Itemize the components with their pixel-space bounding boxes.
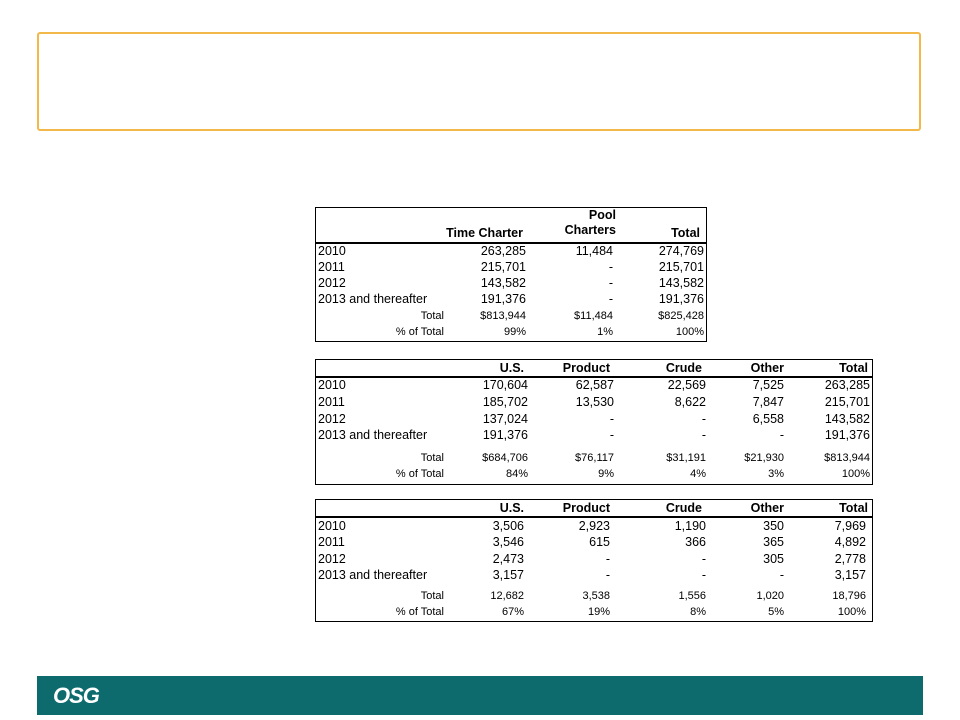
table-row [316, 518, 872, 534]
cell: $813,944 [824, 452, 870, 464]
cell: 615 [589, 535, 610, 549]
cell: 305 [763, 552, 784, 566]
row-label: 2010 [318, 378, 346, 392]
cell: 7,525 [752, 378, 784, 392]
slide-title-box [37, 32, 921, 131]
table-row [316, 567, 872, 583]
row-label: 2011 [318, 395, 345, 409]
footer-bar [37, 676, 923, 715]
cell: 4,892 [834, 535, 866, 549]
row-label: 2013 and thereafter [318, 292, 428, 306]
cell: 1% [597, 326, 613, 338]
cell: 263,285 [480, 244, 526, 258]
row-label: 2010 [318, 519, 346, 533]
cell: 19% [587, 606, 610, 618]
cell: - [701, 412, 706, 426]
cell: - [701, 568, 706, 582]
cell: 215,701 [480, 260, 526, 274]
cell: - [701, 428, 706, 442]
us-header: U.S. [499, 361, 524, 375]
cell: - [608, 292, 613, 306]
cell: 100% [675, 326, 704, 338]
crude-header: Crude [665, 361, 702, 375]
cell: 13,530 [575, 395, 614, 409]
cell: 191,376 [824, 428, 870, 442]
pool-header-top: Pool [588, 208, 616, 222]
cell: - [608, 276, 613, 290]
cell: - [779, 568, 784, 582]
total-row [316, 588, 872, 604]
row-label: 2013 and thereafter [318, 568, 428, 582]
table-row [316, 275, 706, 291]
total-header: Total [839, 501, 868, 515]
cell: 7,969 [834, 519, 866, 533]
cell: 350 [763, 519, 784, 533]
table-row [316, 551, 872, 567]
cell: 191,376 [482, 428, 528, 442]
cell: 2,778 [834, 552, 866, 566]
cell: $825,428 [658, 310, 704, 322]
cell: - [608, 260, 613, 274]
cell: 6,558 [752, 412, 784, 426]
percent-label: % of Total [395, 606, 444, 618]
row-label: 2012 [318, 276, 346, 290]
table-row [316, 411, 872, 427]
other-header: Other [750, 361, 784, 375]
row-label: 2010 [318, 244, 346, 258]
time-charter-header: Time Charter [446, 226, 523, 240]
cell: 8% [690, 606, 706, 618]
cell: 143,582 [658, 276, 704, 290]
table-row [316, 427, 872, 443]
cell: 62,587 [575, 378, 614, 392]
cell: 1,190 [674, 519, 706, 533]
table-header-row [316, 360, 872, 376]
cell: 84% [505, 468, 528, 480]
table-header-row [316, 225, 706, 241]
cell: 185,702 [482, 395, 528, 409]
cell: $31,191 [666, 452, 706, 464]
table-row [316, 259, 706, 275]
table-row [316, 291, 706, 307]
osg-logo: OSG [53, 683, 99, 708]
total-header: Total [671, 226, 700, 240]
cell: - [605, 568, 610, 582]
cell: 3% [768, 468, 784, 480]
cell: 2,923 [578, 519, 610, 533]
cell: 11,484 [575, 244, 613, 258]
cell: - [605, 552, 610, 566]
table-row [316, 534, 872, 550]
total-row [316, 450, 872, 466]
total-row [316, 308, 706, 324]
cell: 100% [841, 468, 870, 480]
cell: 4% [690, 468, 706, 480]
revenue-by-segment-table [315, 359, 873, 485]
cell: $21,930 [744, 452, 784, 464]
total-label: Total [420, 590, 444, 602]
table-header-row [316, 500, 872, 516]
cell: 263,285 [824, 378, 870, 392]
product-header: Product [562, 361, 610, 375]
cell: 18,796 [832, 590, 866, 602]
cell: 143,582 [480, 276, 526, 290]
cell: $76,117 [575, 452, 614, 464]
cell: - [609, 428, 614, 442]
cell: - [609, 412, 614, 426]
pool-charters-header: Charters [564, 223, 616, 237]
cell: 365 [763, 535, 784, 549]
cell: - [701, 552, 706, 566]
percent-row [316, 324, 706, 340]
cell: 67% [501, 606, 524, 618]
table-row [316, 377, 872, 393]
cell: 8,622 [674, 395, 706, 409]
cell: 366 [685, 535, 706, 549]
cell: 143,582 [824, 412, 870, 426]
cell: 100% [837, 606, 866, 618]
total-header: Total [839, 361, 868, 375]
cell: 3,157 [834, 568, 866, 582]
charter-revenue-table [315, 207, 707, 342]
cell: 99% [503, 326, 526, 338]
row-label: 2013 and thereafter [318, 428, 428, 442]
row-label: 2012 [318, 412, 346, 426]
cell: 170,604 [482, 378, 528, 392]
cell: - [779, 428, 784, 442]
cell: 137,024 [482, 412, 528, 426]
total-label: Total [420, 452, 444, 464]
cell: 3,546 [492, 535, 524, 549]
product-header: Product [562, 501, 610, 515]
table-header-row-top [316, 207, 706, 223]
crude-header: Crude [665, 501, 702, 515]
cell: 1,020 [756, 590, 784, 602]
row-label: 2012 [318, 552, 346, 566]
other-header: Other [750, 501, 784, 515]
cell: 3,538 [582, 590, 610, 602]
cell: 9% [598, 468, 614, 480]
percent-row [316, 604, 872, 620]
cell: $11,484 [574, 310, 613, 322]
cell: 22,569 [667, 378, 706, 392]
cell: $684,706 [482, 452, 528, 464]
us-header: U.S. [499, 501, 524, 515]
cell: 12,682 [490, 590, 524, 602]
total-label: Total [420, 310, 444, 322]
cell: 3,506 [492, 519, 524, 533]
table-row [316, 394, 872, 410]
cell: 2,473 [492, 552, 524, 566]
percent-row [316, 466, 872, 482]
table-row [316, 243, 706, 259]
cell: 1,556 [678, 590, 706, 602]
days-by-segment-table [315, 499, 873, 622]
cell: 191,376 [480, 292, 526, 306]
percent-label: % of Total [395, 468, 444, 480]
cell: 215,701 [824, 395, 870, 409]
percent-label: % of Total [395, 326, 444, 338]
cell: 215,701 [658, 260, 704, 274]
row-label: 2011 [318, 535, 345, 549]
cell: 191,376 [658, 292, 704, 306]
cell: 5% [768, 606, 784, 618]
row-label: 2011 [318, 260, 345, 274]
cell: 274,769 [658, 244, 704, 258]
cell: 3,157 [492, 568, 524, 582]
cell: 7,847 [752, 395, 784, 409]
cell: $813,944 [480, 310, 526, 322]
